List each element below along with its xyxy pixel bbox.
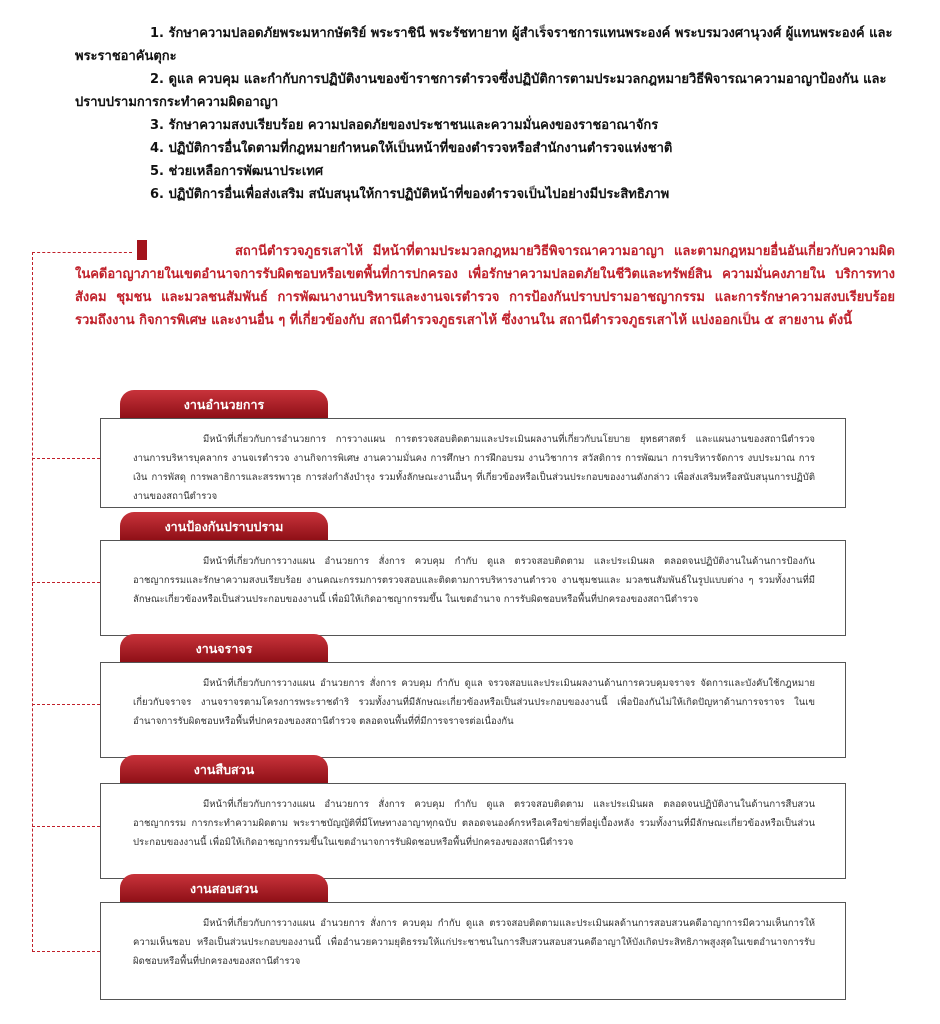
section-tab: งานสืบสวน — [120, 755, 328, 785]
duty-item: 5. ช่วยเหลือการพัฒนาประเทศ — [150, 164, 324, 179]
section-box — [100, 783, 846, 879]
section-tab: งานจราจร — [120, 634, 328, 664]
section-body: มีหน้าที่เกี่ยวกับการวางแผน อำนวยการ สั่งการ ควบคุม กำกับ ดูแล จรวจสอบและประเมินผลงานด้านการควบคุมจราจร จัดการและบังคับใช้กฎหมายเกี่ยวกับจราจร งานจราจรตามโครงการพระราชดำริ รวมทั้งงานที่มีลักษณะเกี่ยวข้องหรือเป็นส่วนประกอบของงานนี้ เพื่อป้องกันไม่ให้เกิดปัญหาด้านการจราจร ในเขอำนาจการรับผิดชอบหรือพื้นที่ปกครองของสถานีตำรวจ ตลอดจนพื้นที่ที่มีการจราจรต่อเนื่องกัน — [133, 678, 815, 727]
section-box — [100, 418, 846, 508]
section-body: มีหน้าที่เกี่ยวกับการวางแผน อำนวยการ สั่งการ ควบคุม กำกับ ดูแล ตรวจสอบติดตาม และประเมินผล ตลอดจนปฏิบัติงานในด้านการสืบสวนอาชญากรรม การกระทำความผิดตาม พระราชบัญญัติที่มีโทษทางอาญาทุกฉบับ ตลอดจนองค์กรหรือเครือข่ายที่อยู่เบื้องหลัง รวมทั้งงานที่มีลักษณะเกี่ยวข้องหรือเป็นส่วนประกอบของงานนี้ เพื่อมิให้เกิดอาชญากรรมขึ้นในเขตอำนาจการรับผิดชอบหรือพื้นที่ปกครองของสถานีตำรวจ — [133, 799, 815, 848]
duty-item: 6. ปฏิบัติการอื่นเพื่อส่งเสริม สนับสนุนให้การปฏิบัติหน้าที่ของตำรวจเป็นไปอย่างมีประสิทธิภาพ — [150, 187, 670, 202]
connector-line — [32, 826, 100, 827]
duty-item: 4. ปฏิบัติการอื่นใดตามที่กฎหมายกำหนดให้เป็นหน้าที่ของตำรวจหรือสำนักงานตำรวจแห่งชาติ — [150, 141, 673, 156]
connector-line — [32, 582, 100, 583]
section-box — [100, 540, 846, 636]
section-tab: งานป้องกันปราบปราม — [120, 512, 328, 542]
section-body: มีหน้าที่เกี่ยวกับการอำนวยการ การวางแผน การตรวจสอบติดตามและประเมินผลงานที่เกี่ยวกับนโยบาย ยุทธศาสตร์ และแผนงานของสถานีตำรวจ งานการบริหารบุคลากร งานจเรตำรวจ งานกิจการพิเศษ งานความมั่นคง การศึกษา การฝึกอบรม งานวิชาการ สวัสดิการ การพัฒนา การบริหารจัดการ งบประมาณ การเงิน การพัสดุ การพลาธิการและสรรพาวุธ การส่งกำลังบำรุง รวมทั้งลักษณะงานอื่นๆ ที่เกี่ยวข้องหรือเป็นส่วนประกอบของงานดังกล่าว เพื่อส่งเสริมหรือสนับสนุนการปฏิบัติงานของสถานีตำรวจ — [133, 434, 815, 502]
duty-item: 1. รักษาความปลอดภัยพระมหากษัตริย์ พระราชินี พระรัชทายาท ผู้สำเร็จราชการแทนพระองค์ พระบรมวงศานุวงศ์ ผู้แทนพระองค์ และพระราชอาคันตุกะ — [75, 26, 893, 64]
section-body: มีหน้าที่เกี่ยวกับการวางแผน อำนวยการ สั่งการ ควบคุม กำกับ ดูแล ตรวจสอบติดตามและประเมินผลด้านการสอบสวนคดีอาญาการมีความเห็นการให้ความเห็นชอบ หรือเป็นส่วนประกอบของงานนี้ เพื่ออำนวยความยุติธรรมให้แก่ประชาชนในการสืบสวนสอบสวนคดีอาญาให้บังเกิดประสิทธิภาพสูงสุดในเขตอำนาจการรับผิดชอบหรือพื้นที่ปกครองของสถานีตำรวจ — [133, 918, 815, 967]
connector-line — [32, 951, 100, 952]
connector-line — [32, 704, 100, 705]
duty-item: 2. ดูแล ควบคุม และกำกับการปฏิบัติงานของข้าราชการตำรวจซึ่งปฏิบัติการตามประมวลกฎหมายวิธีพิจารณาความอาญาป้องกัน และปราบปรามการกระทำความผิดอาญา — [75, 72, 887, 110]
intro-paragraph: สถานีตำรวจภูธรเสาไห้ มีหน้าที่ตามประมวลกฎหมายวิธีพิจารณาความอาญา และตามกฎหมายอื่นอันเกี่ยวกับความผิดในคดีอาญาภายในเขตอำนาจการรับผิดชอบหรือเขตพื้นที่การปกครอง เพื่อรักษาความปลอดภัยในชีวิตและทรัพย์สิน ความมั่นคงภายใน บริการทางสังคม ชุมชน และมวลชนสัมพันธ์ การพัฒนางานบริหารและงานจเรตำรวจ การป้องกันปราบปรามอาชญากรรม และการรักษาความสงบเรียบร้อย รวมถึงงาน กิจการพิเศษ และงานอื่น ๆ ที่เกี่ยวข้องกับ สถานีตำรวจภูธรเสาไห้ ซึ่งงานใน สถานีตำรวจภูธรเสาไห้ แบ่งออกเป็น ๕ สายงาน ดังนี้ — [75, 244, 895, 328]
connector-line — [32, 252, 33, 952]
connector-line — [32, 458, 100, 459]
duties-list — [75, 22, 895, 206]
section-tab: งานอำนวยการ — [120, 390, 328, 420]
section-body: มีหน้าที่เกี่ยวกับการวางแผน อำนวยการ สั่งการ ควบคุม กำกับ ดูแล ตรวจสอบติดตาม และประเมินผล ตลอดจนปฏิบัติงานในด้านการป้องกันอาชญากรรมและรักษาความสงบเรียบร้อย งานคณะกรรมการตรวจสอบและติดตามการบริหารงานตำรวจ งานชุมชนและ มวลชนสัมพันธ์ในรูปแบบต่าง ๆ รวมทั้งงานที่มีลักษณะเกี่ยวข้องหรือเป็นส่วนประกอบของงานนี้ เพื่อมิให้เกิดอาชญากรรมขึ้น ในเขตอำนาจ การรับผิดชอบหรือพื้นที่ปกครองของสถานีตำรวจ — [133, 556, 815, 605]
section-box — [100, 902, 846, 1000]
duty-item: 3. รักษาความสงบเรียบร้อย ความปลอดภัยของประชาชนและความมั่นคงของราชอาณาจักร — [150, 118, 659, 133]
section-tab: งานสอบสวน — [120, 874, 328, 904]
section-box — [100, 662, 846, 758]
